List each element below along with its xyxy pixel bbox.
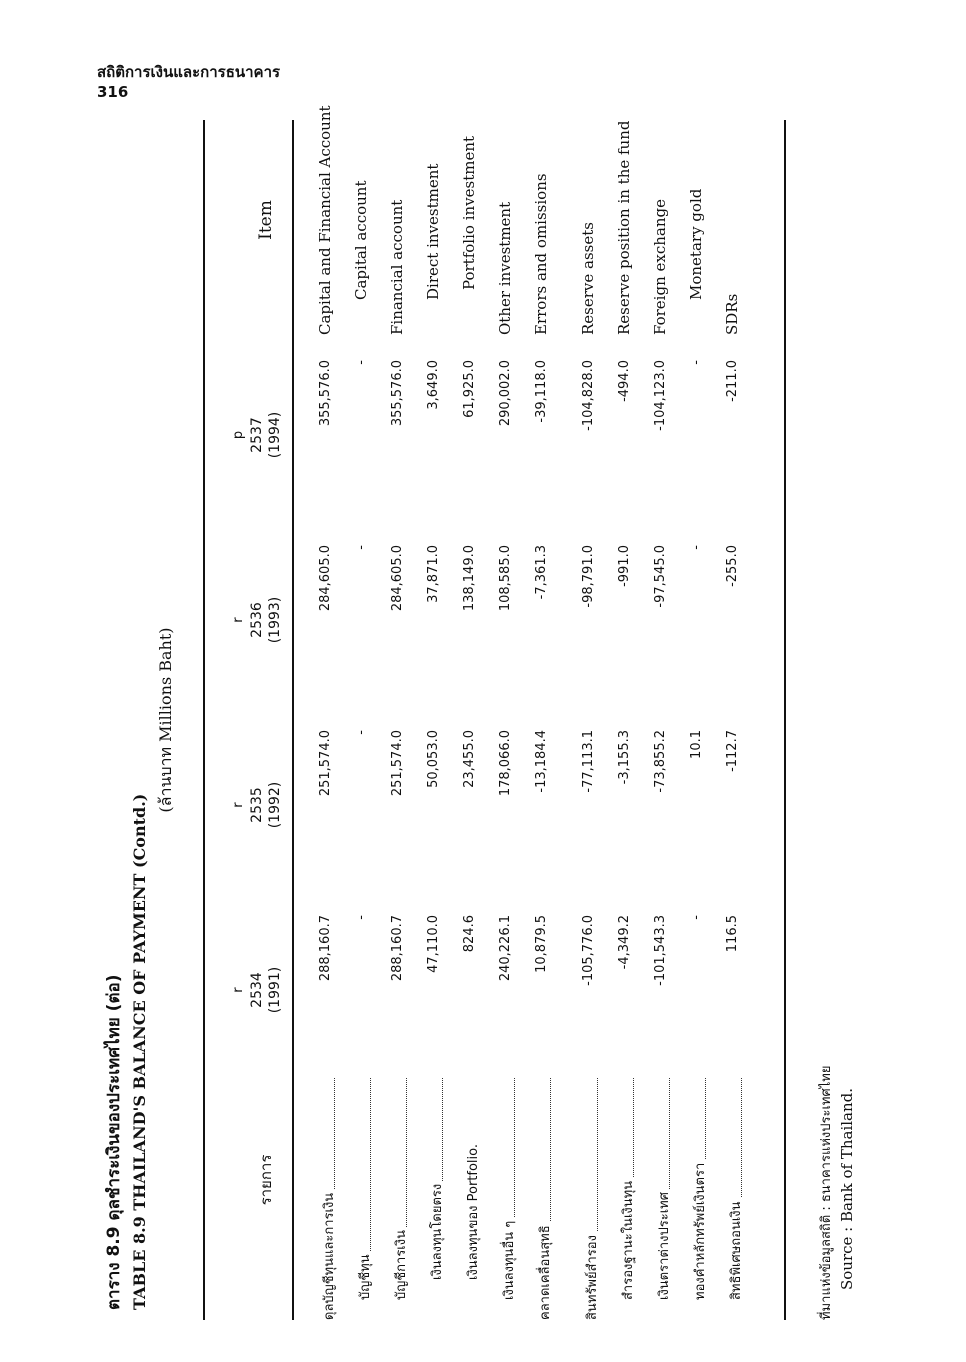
value-1993: 284,605.0: [390, 545, 405, 612]
value-1994: -: [354, 360, 369, 365]
year-ce: (1994): [267, 411, 283, 459]
value-1992: 251,574.0: [318, 730, 333, 797]
header-rule: [292, 120, 294, 1320]
value-1993: 138,149.0: [462, 545, 477, 612]
source-thai: ที่มาแห่งข้อมูลสถิติ : ธนาคารแห่งประเทศไทย: [819, 1065, 834, 1320]
value-1994: -104,123.0: [653, 360, 668, 431]
value-1991: 47,110.0: [426, 915, 441, 973]
row-label-thai: ดุลบัญชีทุนและการเงิน: [318, 1070, 339, 1320]
page-header: [97, 62, 280, 102]
table-title-english: TABLE 8.9 THAILAND'S BALANCE OF PAYMENT (Contd.): [130, 793, 149, 1310]
value-1991: -105,776.0: [581, 915, 596, 986]
row-label-thai: สำรองฐานะในเงินทุน: [617, 1070, 638, 1300]
book-title: สถิติการเงินและการธนาคาร: [97, 63, 281, 81]
column-header-thai: รายการ: [257, 1154, 275, 1206]
year-be: 2537: [249, 417, 265, 453]
table-row: [528, 100, 562, 1320]
page-number: 316: [97, 83, 129, 101]
value-1993: 284,605.0: [318, 545, 333, 612]
row-label-thai: สินทรัพย์สำรอง: [581, 1070, 602, 1320]
row-label-english: Monetary gold: [687, 188, 705, 300]
value-1991: -: [354, 915, 369, 920]
table-row: [312, 100, 346, 1320]
top-rule: [203, 120, 205, 1320]
revision-mark: r: [231, 617, 246, 623]
value-1994: 61,925.0: [462, 360, 477, 418]
preliminary-mark: p: [231, 430, 246, 440]
value-1992: -77,113.1: [581, 730, 596, 793]
table-row: [611, 100, 645, 1320]
row-label-thai: บัญชีการเงิน: [390, 1070, 411, 1300]
row-label-english: Reserve assets: [579, 222, 597, 335]
table-row: [492, 100, 526, 1320]
value-1994: 3,649.0: [426, 360, 441, 410]
value-1993: -97,545.0: [653, 545, 668, 608]
revision-mark: r: [231, 987, 246, 993]
row-label-english: Capital and Financial Account: [316, 105, 334, 335]
row-label-english: Foreign exchange: [651, 199, 669, 335]
table-row: [384, 100, 418, 1320]
value-1992: -13,184.4: [534, 730, 549, 793]
year-be: 2535: [249, 787, 265, 823]
value-1992: 23,455.0: [462, 730, 477, 788]
value-1994: 355,576.0: [318, 360, 333, 427]
value-1992: -73,855.2: [653, 730, 668, 793]
year-ce: (1992): [267, 781, 283, 829]
row-label-english: Other investment: [496, 201, 514, 335]
value-1992: 178,066.0: [498, 730, 513, 797]
revision-mark: r: [231, 802, 246, 808]
value-1991: 288,160.7: [390, 915, 405, 982]
table-row: [420, 100, 454, 1320]
year-ce: (1991): [267, 966, 283, 1014]
row-label-english: Direct investment: [424, 163, 442, 300]
value-1994: -211.0: [725, 360, 740, 402]
value-1991: -: [689, 915, 704, 920]
column-header-1993: [230, 545, 284, 695]
value-1993: -: [689, 545, 704, 550]
year-be: 2536: [249, 602, 265, 638]
table-row: [719, 100, 753, 1320]
value-1994: 355,576.0: [390, 360, 405, 427]
table-row: [456, 100, 490, 1320]
table-row: [683, 100, 717, 1320]
row-label-english: Capital account: [352, 180, 370, 300]
column-header-1991: [230, 915, 284, 1065]
column-header-1994: [230, 360, 284, 510]
row-label-english: Financial account: [388, 199, 406, 335]
year-ce: (1993): [267, 596, 283, 644]
row-label-english: Reserve position in the fund: [615, 120, 633, 335]
value-1993: -: [354, 545, 369, 550]
table-row: [348, 100, 382, 1320]
value-1994: -104,828.0: [581, 360, 596, 431]
value-1991: 116.5: [725, 915, 740, 953]
value-1991: 288,160.7: [318, 915, 333, 982]
value-1992: -112.7: [725, 730, 740, 772]
value-1991: 240,226.1: [498, 915, 513, 982]
row-label-thai: เงินลงทุนของ Portfolio.: [462, 1070, 483, 1280]
row-label-thai: เงินลงทุนอื่น ๆ: [498, 1070, 519, 1300]
row-label-thai: บัญชีทุน: [354, 1070, 375, 1300]
row-label-thai: ทองคำหลักทรัพย์เงินตรา: [689, 1070, 710, 1300]
value-1991: 10,879.5: [534, 915, 549, 973]
row-label-thai: เงินตราต่างประเทศ: [653, 1070, 674, 1300]
value-1992: 10.1: [689, 730, 704, 759]
source-english: Source : Bank of Thailand.: [838, 1087, 856, 1290]
value-1992: 50,053.0: [426, 730, 441, 788]
row-label-english: SDRs: [723, 293, 741, 335]
value-1991: -101,543.3: [653, 915, 668, 986]
bottom-rule: [784, 120, 786, 1320]
value-1994: 290,002.0: [498, 360, 513, 427]
value-1992: -: [354, 730, 369, 735]
balance-of-payment-table: [100, 100, 860, 1320]
value-1994: -494.0: [617, 360, 632, 402]
row-label-thai: เงินลงทุนโดยตรง: [426, 1070, 447, 1280]
row-label-english: Portfolio investment: [460, 135, 478, 290]
value-1994: -39,118.0: [534, 360, 549, 423]
column-header-1992: [230, 730, 284, 880]
column-header-english: Item: [256, 200, 276, 240]
value-1993: -255.0: [725, 545, 740, 587]
value-1992: 251,574.0: [390, 730, 405, 797]
value-1993: -98,791.0: [581, 545, 596, 608]
table-row: [575, 100, 609, 1320]
table-row: [647, 100, 681, 1320]
unit-label: (ล้านบาท Millions Baht): [156, 627, 175, 813]
value-1993: -991.0: [617, 545, 632, 587]
row-label-english: Errors and omissions: [532, 173, 550, 335]
value-1991: 824.6: [462, 915, 477, 953]
value-1992: -3,155.3: [617, 730, 632, 785]
table-title-thai: ตาราง 8.9 ดุลชำระเงินของประเทศไทย (ต่อ): [104, 974, 124, 1310]
value-1993: 108,585.0: [498, 545, 513, 612]
row-label-thai: สิทธิพิเศษถอนเงิน: [725, 1070, 746, 1300]
year-be: 2534: [249, 972, 265, 1008]
value-1994: -: [689, 360, 704, 365]
row-label-thai: คลาดเคลื่อนสุทธิ: [534, 1070, 555, 1320]
value-1993: 37,871.0: [426, 545, 441, 603]
value-1993: -7,361.3: [534, 545, 549, 600]
value-1991: -4,349.2: [617, 915, 632, 970]
